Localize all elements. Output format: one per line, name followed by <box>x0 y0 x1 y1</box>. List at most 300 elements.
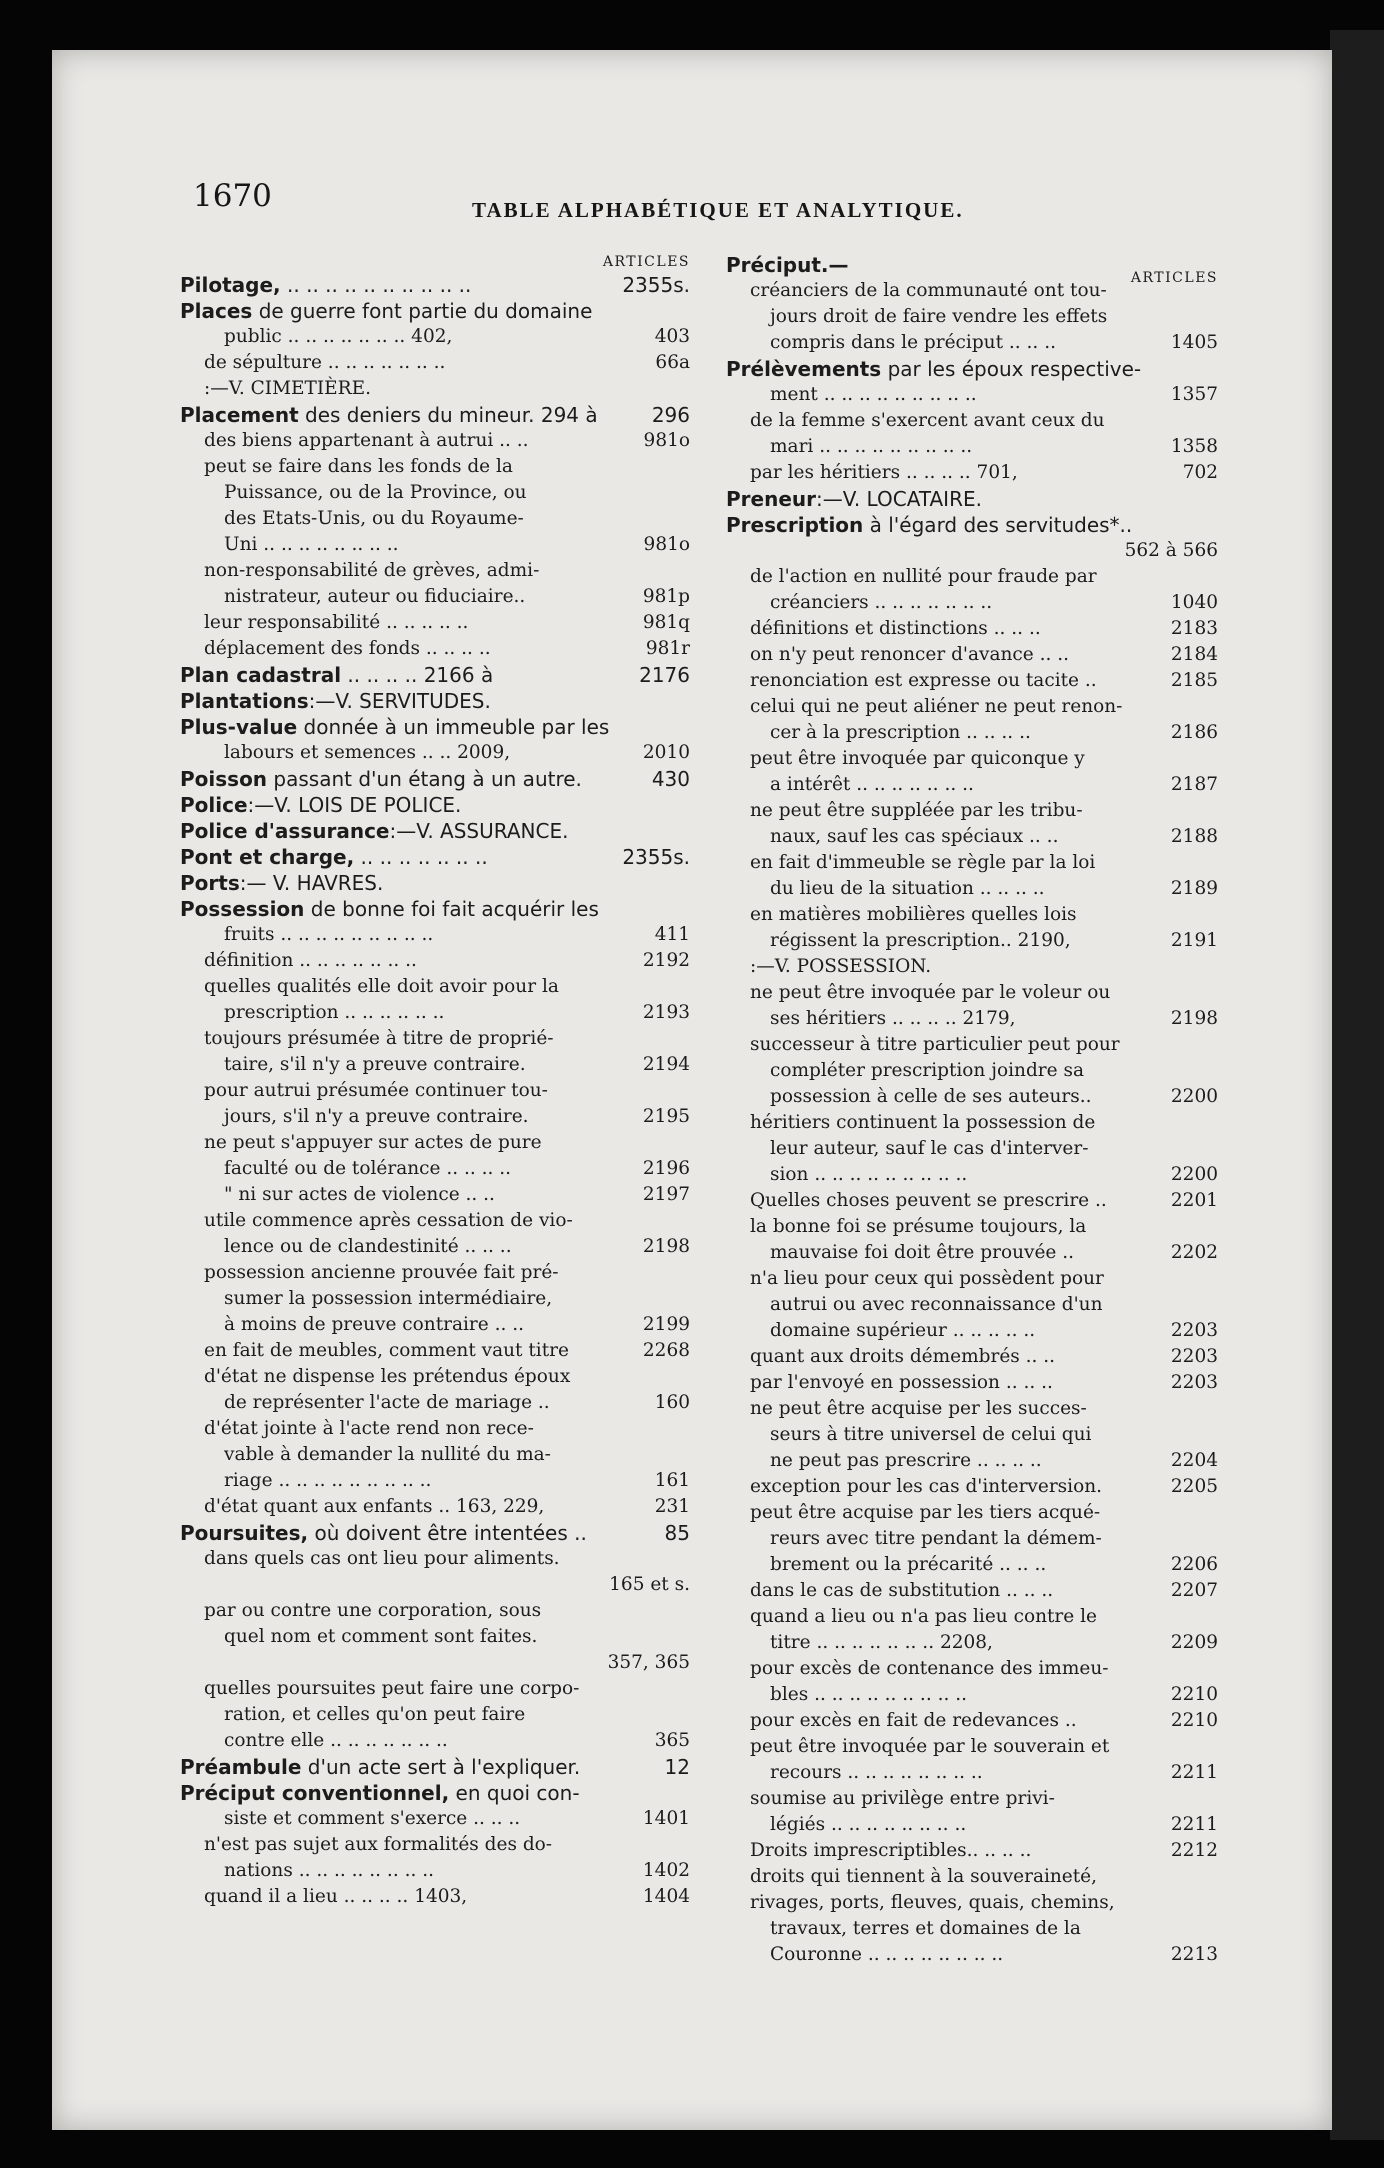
index-entry-heading <box>726 252 1218 278</box>
index-subentry <box>180 1416 690 1442</box>
index-subentry <box>180 1052 690 1078</box>
article-number: 85 <box>659 1520 690 1546</box>
index-subentry <box>180 1650 690 1676</box>
entry-text: :—V. LOIS DE POLICE. <box>247 793 462 817</box>
article-number: 2210 <box>1165 1708 1218 1734</box>
entry-text: jours, s'il n'y a preuve contraire. <box>224 1106 529 1127</box>
article-number: 1040 <box>1165 590 1218 616</box>
index-subentry <box>726 1682 1218 1708</box>
article-number: 2200 <box>1165 1084 1218 1110</box>
index-subentry <box>726 1942 1218 1968</box>
index-subentry <box>726 1552 1218 1578</box>
entry-text: :—V. POSSESSION. <box>750 956 932 977</box>
index-subentry <box>726 1578 1218 1604</box>
index-subentry <box>726 1630 1218 1656</box>
entry-text: peut être acquise par les tiers acqué- <box>750 1502 1101 1523</box>
index-subentry <box>726 1812 1218 1838</box>
index-subentry <box>726 1084 1218 1110</box>
article-number: 1404 <box>637 1884 690 1910</box>
article-number: 2355s. <box>616 272 690 298</box>
entry-text: pour autrui présumée continuer tou- <box>204 1080 548 1101</box>
article-number: 981o <box>638 532 690 558</box>
entry-text: nistrateur, auteur ou fiduciaire.. <box>224 586 526 607</box>
article-number: 2210 <box>1165 1682 1218 1708</box>
article-number: 2189 <box>1165 876 1218 902</box>
index-entry-heading <box>180 688 690 714</box>
entry-text: leur auteur, sauf le cas d'interver- <box>770 1138 1089 1159</box>
entry-text: possession à celle de ses auteurs.. <box>770 1086 1092 1107</box>
page-number: 1670 <box>193 178 272 214</box>
entry-text: Couronne .. .. .. .. .. .. .. .. <box>770 1944 1004 1965</box>
index-subentry <box>180 584 690 610</box>
index-subentry <box>180 1624 690 1650</box>
index-subentry <box>726 1396 1218 1422</box>
entry-keyword: Plantations <box>180 689 309 713</box>
entry-text: autrui ou avec reconnaissance d'un <box>770 1294 1103 1315</box>
entry-keyword: Plan cadastral <box>180 663 342 687</box>
article-number: 430 <box>646 766 690 792</box>
article-number: 1357 <box>1165 382 1218 408</box>
articles-column-header: ARTICLES <box>1130 270 1218 286</box>
entry-keyword: Places <box>180 299 253 323</box>
index-subentry <box>726 1838 1218 1864</box>
entry-text: nations .. .. .. .. .. .. .. .. <box>224 1860 434 1881</box>
entry-text: droits qui tiennent à la souveraineté, <box>750 1866 1098 1887</box>
entry-text: quelles poursuites peut faire une corpo- <box>204 1678 580 1699</box>
entry-text: :—V. SERVITUDES. <box>308 689 491 713</box>
index-subentry <box>726 1734 1218 1760</box>
index-entry-heading <box>180 1754 690 1780</box>
entry-keyword: Ports <box>180 871 240 895</box>
entry-text: d'état ne dispense les prétendus époux <box>204 1366 571 1387</box>
article-number: 1405 <box>1165 330 1218 356</box>
entry-text: ne peut être invoquée par le voleur ou <box>750 982 1111 1003</box>
article-number: 403 <box>649 324 690 350</box>
entry-text: Uni .. .. .. .. .. .. .. .. <box>224 534 399 555</box>
entry-text: vable à demander la nullité du ma- <box>224 1444 551 1465</box>
index-subentry <box>726 1474 1218 1500</box>
article-number: 1402 <box>637 1858 690 1884</box>
index-subentry <box>726 408 1218 434</box>
index-subentry <box>726 1656 1218 1682</box>
index-subentry <box>180 1234 690 1260</box>
index-subentry <box>180 636 690 662</box>
article-number: 2203 <box>1165 1344 1218 1370</box>
entry-keyword: Poursuites, <box>180 1521 309 1545</box>
index-subentry <box>726 1162 1218 1188</box>
entry-text: ne peut être suppléée par les tribu- <box>750 800 1083 821</box>
entry-text: quand il a lieu .. .. .. .. 1403, <box>204 1886 468 1907</box>
article-number: 2201 <box>1165 1188 1218 1214</box>
article-number: 562 à 566 <box>1119 538 1218 564</box>
entry-keyword: Plus-value <box>180 715 298 739</box>
article-number: 2202 <box>1165 1240 1218 1266</box>
entry-text: pour excès en fait de redevances .. <box>750 1710 1077 1731</box>
index-entry-heading <box>180 792 690 818</box>
article-number: 2211 <box>1165 1812 1218 1838</box>
entry-keyword: Preneur <box>726 487 816 511</box>
entry-keyword: Poisson <box>180 767 268 791</box>
article-number: 2010 <box>637 740 690 766</box>
index-subentry <box>180 506 690 532</box>
entry-text: la bonne foi se présume toujours, la <box>750 1216 1087 1237</box>
index-subentry <box>180 610 690 636</box>
index-subentry <box>726 382 1218 408</box>
article-number: 2191 <box>1165 928 1218 954</box>
index-subentry <box>180 1598 690 1624</box>
entry-text: quel nom et comment sont faites. <box>224 1626 538 1647</box>
entry-text: prescription .. .. .. .. .. .. <box>224 1002 445 1023</box>
index-subentry <box>726 1448 1218 1474</box>
index-entry-heading <box>180 662 690 688</box>
index-subentry <box>180 1468 690 1494</box>
index-entry-heading <box>180 272 690 298</box>
entry-text: titre .. .. .. .. .. .. .. 2208, <box>770 1632 993 1653</box>
article-number: 981p <box>637 584 690 610</box>
entry-text: a intérêt .. .. .. .. .. .. .. <box>770 774 974 795</box>
index-subentry <box>726 694 1218 720</box>
index-subentry <box>726 1344 1218 1370</box>
article-number: 2204 <box>1165 1448 1218 1474</box>
entry-text: en fait de meubles, comment vaut titre <box>204 1340 569 1361</box>
entry-text: mari .. .. .. .. .. .. .. .. .. <box>770 436 973 457</box>
index-subentry <box>180 1858 690 1884</box>
index-subentry <box>180 1832 690 1858</box>
index-subentry <box>180 1494 690 1520</box>
index-subentry <box>180 1312 690 1338</box>
index-entry-heading <box>180 844 690 870</box>
index-subentry <box>180 1806 690 1832</box>
entry-text: lence ou de clandestinité .. .. .. <box>224 1236 512 1257</box>
index-subentry <box>180 1364 690 1390</box>
entry-text: n'est pas sujet aux formalités des do- <box>204 1834 553 1855</box>
index-subentry <box>726 564 1218 590</box>
entry-keyword: Police <box>180 793 248 817</box>
entry-text: d'état quant aux enfants .. 163, 229, <box>204 1496 545 1517</box>
entry-text: peut se faire dans les fonds de la <box>204 456 513 477</box>
entry-text: successeur à titre particulier peut pour <box>750 1034 1120 1055</box>
article-number: 2268 <box>637 1338 690 1364</box>
entry-text: des Etats-Unis, ou du Royaume- <box>224 508 524 529</box>
entry-text: leur responsabilité .. .. .. .. .. <box>204 612 469 633</box>
article-number: 981q <box>637 610 690 636</box>
entry-text: renonciation est expresse ou tacite .. <box>750 670 1097 691</box>
index-subentry <box>180 480 690 506</box>
entry-keyword: Pont et charge, <box>180 845 355 869</box>
index-subentry <box>726 1318 1218 1344</box>
entry-text: définitions et distinctions .. .. .. <box>750 618 1041 639</box>
index-subentry <box>726 1760 1218 1786</box>
entry-text: Droits imprescriptibles.. .. .. .. <box>750 1840 1032 1861</box>
left-entries <box>180 272 690 1910</box>
index-subentry <box>726 746 1218 772</box>
index-entry-heading <box>180 896 690 922</box>
index-subentry <box>726 1006 1218 1032</box>
index-entry-heading <box>180 818 690 844</box>
article-number: 357, 365 <box>602 1650 690 1676</box>
index-subentry <box>726 902 1218 928</box>
entry-text: brement ou la précarité .. .. .. <box>770 1554 1047 1575</box>
article-number: 1358 <box>1165 434 1218 460</box>
entry-text: à l'égard des servitudes*.. <box>863 513 1133 537</box>
entry-text: des deniers du mineur. 294 à <box>298 403 598 427</box>
entry-text: de sépulture .. .. .. .. .. .. .. <box>204 352 446 373</box>
index-subentry <box>726 1058 1218 1084</box>
entry-text: d'un acte sert à l'expliquer. <box>301 1755 581 1779</box>
entry-text: " ni sur actes de violence .. .. <box>224 1184 495 1205</box>
entry-text: .. .. .. .. .. .. .. <box>354 845 488 869</box>
entry-keyword: Préciput conventionnel, <box>180 1781 450 1805</box>
entry-text: sion .. .. .. .. .. .. .. .. .. <box>770 1164 968 1185</box>
entry-text: toujours présumée à titre de proprié- <box>204 1028 554 1049</box>
index-subentry <box>180 454 690 480</box>
index-subentry <box>726 1292 1218 1318</box>
entry-text: créanciers .. .. .. .. .. .. .. <box>770 592 993 613</box>
index-subentry <box>180 974 690 1000</box>
index-subentry <box>180 1702 690 1728</box>
article-number: 981r <box>640 636 690 662</box>
entry-text: taire, s'il n'y a preuve contraire. <box>224 1054 526 1075</box>
article-number: 12 <box>659 1754 690 1780</box>
entry-text: par l'envoyé en possession .. .. .. <box>750 1372 1053 1393</box>
index-entry-heading <box>180 714 690 740</box>
index-subentry <box>726 824 1218 850</box>
entry-text: exception pour les cas d'interversion. <box>750 1476 1103 1497</box>
entry-text: quand a lieu ou n'a pas lieu contre le <box>750 1606 1097 1627</box>
article-number: 2195 <box>637 1104 690 1130</box>
index-subentry <box>726 278 1218 304</box>
running-title: TABLE ALPHABÉTIQUE ET ANALYTIQUE. <box>472 198 964 222</box>
article-number: 2185 <box>1165 668 1218 694</box>
entry-text: régissent la prescription.. 2190, <box>770 930 1071 951</box>
index-subentry <box>180 376 690 402</box>
article-number: 702 <box>1177 460 1218 486</box>
article-number: 161 <box>649 1468 690 1494</box>
index-subentry <box>726 1916 1218 1942</box>
article-number: 2203 <box>1165 1318 1218 1344</box>
entry-text: labours et semences .. .. 2009, <box>224 742 511 763</box>
entry-text: faculté ou de tolérance .. .. .. .. <box>224 1158 512 1179</box>
index-entry-heading <box>180 870 690 896</box>
article-number: 2194 <box>637 1052 690 1078</box>
entry-text: contre elle .. .. .. .. .. .. .. <box>224 1730 448 1751</box>
entry-text: par les époux respective- <box>881 357 1142 381</box>
article-number: 296 <box>646 402 690 428</box>
entry-keyword: Pilotage, <box>180 273 281 297</box>
entry-text: non-responsabilité de grèves, admi- <box>204 560 540 581</box>
article-number: 2188 <box>1165 824 1218 850</box>
index-subentry <box>726 1500 1218 1526</box>
entry-text: définition .. .. .. .. .. .. .. <box>204 950 417 971</box>
entry-text: jours droit de faire vendre les effets <box>770 306 1108 327</box>
entry-text: compléter prescription joindre sa <box>770 1060 1084 1081</box>
entry-text: :—V. ASSURANCE. <box>389 819 569 843</box>
article-number: 2193 <box>637 1000 690 1026</box>
entry-text: cer à la prescription .. .. .. .. <box>770 722 1031 743</box>
index-subentry <box>180 1338 690 1364</box>
index-subentry <box>726 798 1218 824</box>
entry-text: ne peut pas prescrire .. .. .. .. <box>770 1450 1042 1471</box>
index-subentry <box>180 1156 690 1182</box>
article-number: 2200 <box>1165 1162 1218 1188</box>
article-number: 66a <box>649 350 690 376</box>
index-subentry <box>726 330 1218 356</box>
index-subentry <box>726 876 1218 902</box>
article-number: 160 <box>649 1390 690 1416</box>
index-subentry <box>726 1422 1218 1448</box>
index-subentry <box>180 948 690 974</box>
entry-text: .. .. .. .. .. .. .. .. .. .. <box>280 273 472 297</box>
entry-text: quant aux droits démembrés .. .. <box>750 1346 1056 1367</box>
entry-text: déplacement des fonds .. .. .. .. <box>204 638 491 659</box>
article-number: 2187 <box>1165 772 1218 798</box>
entry-text: celui qui ne peut aliéner ne peut renon- <box>750 696 1123 717</box>
entry-text: peut être invoquée par quiconque y <box>750 748 1085 769</box>
index-subentry <box>726 616 1218 642</box>
index-entry-heading <box>180 298 690 324</box>
entry-text: domaine supérieur .. .. .. .. .. <box>770 1320 1036 1341</box>
index-subentry <box>726 304 1218 330</box>
article-number: 2355s. <box>616 844 690 870</box>
index-subentry <box>726 1890 1218 1916</box>
article-number: 2198 <box>637 1234 690 1260</box>
entry-text: Puissance, ou de la Province, ou <box>224 482 527 503</box>
entry-text: :— V. HAVRES. <box>239 871 384 895</box>
entry-text: on n'y peut renoncer d'avance .. .. <box>750 644 1070 665</box>
index-entry-heading <box>180 402 690 428</box>
index-entry-heading <box>180 766 690 792</box>
entry-text: donnée à un immeuble par les <box>297 715 610 739</box>
article-number: 2203 <box>1165 1370 1218 1396</box>
index-subentry <box>726 954 1218 980</box>
entry-text: d'état jointe à l'acte rend non rece- <box>204 1418 534 1439</box>
entry-keyword: Police d'assurance <box>180 819 390 843</box>
index-subentry <box>726 460 1218 486</box>
entry-text: en quoi con- <box>449 1781 580 1805</box>
entry-text: soumise au privilège entre privi- <box>750 1788 1055 1809</box>
entry-text: en matières mobilières quelles lois <box>750 904 1077 925</box>
entry-text: où doivent être intentées .. <box>308 1521 587 1545</box>
entry-text: bles .. .. .. .. .. .. .. .. .. <box>770 1684 967 1705</box>
index-subentry <box>180 1286 690 1312</box>
index-subentry <box>726 980 1218 1006</box>
index-subentry <box>726 850 1218 876</box>
index-subentry <box>180 1572 690 1598</box>
index-entry-heading <box>180 1780 690 1806</box>
article-number: 2205 <box>1165 1474 1218 1500</box>
entry-keyword: Placement <box>180 403 299 427</box>
entry-text: :—V. LOCATAIRE. <box>816 487 982 511</box>
index-subentry <box>180 1026 690 1052</box>
left-index-column <box>180 252 690 1910</box>
articles-column-header: ARTICLES <box>602 254 690 270</box>
index-subentry <box>180 324 690 350</box>
entry-text: .. .. .. .. 2166 à <box>341 663 494 687</box>
index-subentry <box>180 350 690 376</box>
index-subentry <box>180 740 690 766</box>
index-entry-heading <box>180 1520 690 1546</box>
entry-text: héritiers continuent la possession de <box>750 1112 1096 1133</box>
entry-text: public .. .. .. .. .. .. .. 402, <box>224 326 453 347</box>
index-subentry <box>180 558 690 584</box>
index-subentry <box>726 1370 1218 1396</box>
entry-text: sumer la possession intermédiaire, <box>224 1288 553 1309</box>
article-number: 2212 <box>1165 1838 1218 1864</box>
entry-text: à moins de preuve contraire .. .. <box>224 1314 525 1335</box>
entry-text: par les héritiers .. .. .. .. 701, <box>750 462 1018 483</box>
index-subentry <box>180 1728 690 1754</box>
index-entry-heading <box>726 486 1218 512</box>
entry-text: peut être invoquée par le souverain et <box>750 1736 1110 1757</box>
article-number: 2206 <box>1165 1552 1218 1578</box>
entry-text: ne peut être acquise per les succes- <box>750 1398 1087 1419</box>
entry-text: reurs avec titre pendant la démem- <box>770 1528 1102 1549</box>
index-subentry <box>726 1240 1218 1266</box>
entry-text: légiés .. .. .. .. .. .. .. .. <box>770 1814 967 1835</box>
article-number: 2211 <box>1165 1760 1218 1786</box>
article-number: 2183 <box>1165 616 1218 642</box>
article-number: 2196 <box>637 1156 690 1182</box>
entry-keyword: Préciput.— <box>726 253 849 277</box>
entry-keyword: Prélèvements <box>726 357 882 381</box>
entry-text: Quelles choses peuvent se prescrire .. <box>750 1190 1107 1211</box>
entry-text: recours .. .. .. .. .. .. .. .. <box>770 1762 983 1783</box>
article-number: 1401 <box>637 1806 690 1832</box>
right-index-column <box>726 252 1218 1968</box>
index-subentry <box>726 668 1218 694</box>
index-subentry <box>180 1442 690 1468</box>
article-number: 2213 <box>1165 1942 1218 1968</box>
article-number: 2207 <box>1165 1578 1218 1604</box>
index-subentry <box>180 1208 690 1234</box>
index-subentry <box>726 1786 1218 1812</box>
article-number: 365 <box>649 1728 690 1754</box>
index-subentry <box>180 1884 690 1910</box>
index-subentry <box>180 1000 690 1026</box>
entry-text: n'a lieu pour ceux qui possèdent pour <box>750 1268 1104 1289</box>
article-number: 981o <box>638 428 690 454</box>
index-subentry <box>726 1110 1218 1136</box>
entry-text: pour excès de contenance des immeu- <box>750 1658 1109 1679</box>
index-subentry <box>180 1130 690 1156</box>
adjacent-page-edge <box>1330 30 1384 2140</box>
index-subentry <box>180 1260 690 1286</box>
index-subentry <box>180 1078 690 1104</box>
entry-text: fruits .. .. .. .. .. .. .. .. .. <box>224 924 434 945</box>
entry-text: quelles qualités elle doit avoir pour la <box>204 976 559 997</box>
entry-text: ment .. .. .. .. .. .. .. .. .. <box>770 384 977 405</box>
entry-text: compris dans le préciput .. .. .. <box>770 332 1056 353</box>
entry-text: ses héritiers .. .. .. .. 2179, <box>770 1008 1016 1029</box>
entry-text: passant d'un étang à un autre. <box>267 767 582 791</box>
entry-text: ne peut s'appuyer sur actes de pure <box>204 1132 542 1153</box>
entry-text: riage .. .. .. .. .. .. .. .. .. <box>224 1470 432 1491</box>
entry-text: siste et comment s'exerce .. .. .. <box>224 1808 521 1829</box>
index-subentry <box>180 1676 690 1702</box>
entry-keyword: Préambule <box>180 1755 302 1779</box>
article-number: 2198 <box>1165 1006 1218 1032</box>
entry-text: mauvaise foi doit être prouvée .. <box>770 1242 1074 1263</box>
entry-text: par ou contre une corporation, sous <box>204 1600 542 1621</box>
entry-text: en fait d'immeuble se règle par la loi <box>750 852 1096 873</box>
article-number: 2186 <box>1165 720 1218 746</box>
index-subentry <box>180 532 690 558</box>
index-subentry <box>726 1188 1218 1214</box>
entry-text: seurs à titre universel de celui qui <box>770 1424 1092 1445</box>
index-subentry <box>726 1708 1218 1734</box>
index-subentry <box>726 538 1218 564</box>
entry-text: rivages, ports, fleuves, quais, chemins, <box>750 1892 1115 1913</box>
